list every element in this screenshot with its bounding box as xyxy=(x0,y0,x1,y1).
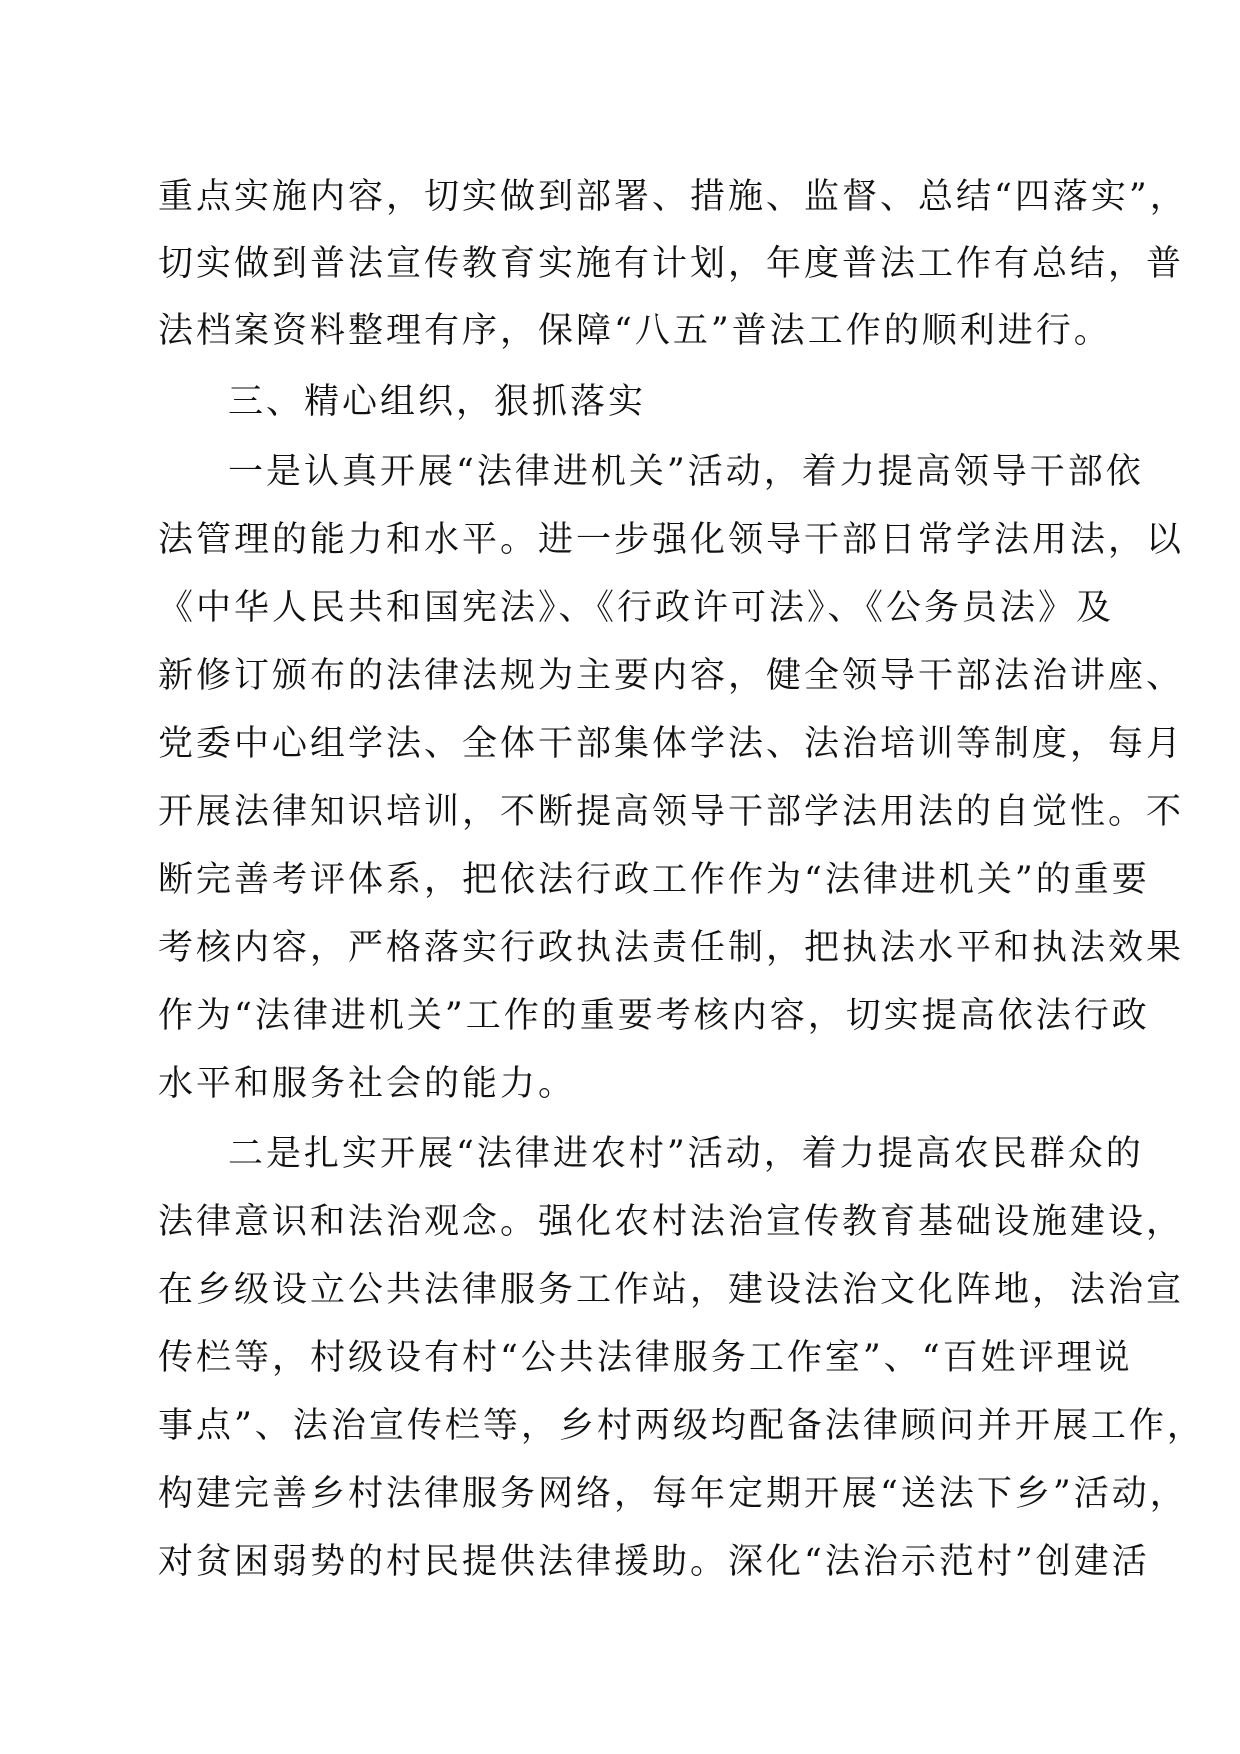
text-line: 在乡级设立公共法律服务工作站，建设法治文化阵地，法治宣 xyxy=(158,1270,1185,1310)
text-line: 作为“法律进机关”工作的重要考核内容，切实提高依法行政 xyxy=(158,996,1150,1036)
text-line: 水平和服务社会的能力。 xyxy=(158,1064,577,1104)
paragraph-first-line: 一是认真开展“法律进机关”活动，着力提高领导干部依 xyxy=(228,452,1144,492)
text-line: 开展法律知识培训，不断提高领导干部学法用法的自觉性。不 xyxy=(158,792,1185,832)
text-line: 新修订颁布的法律法规为主要内容，健全领导干部法治讲座、 xyxy=(158,656,1185,696)
text-line: 构建完善乡村法律服务网络，每年定期开展“送法下乡”活动， xyxy=(158,1474,1188,1514)
text-line: 法档案资料整理有序，保障“八五”普法工作的顺利进行。 xyxy=(158,311,1112,351)
text-line: 切实做到普法宣传教育实施有计划，年度普法工作有总结，普 xyxy=(158,244,1185,284)
text-line: 法律意识和法治观念。强化农村法治宣传教育基础设施建设， xyxy=(158,1202,1185,1242)
text-line: 《中华人民共和国宪法》、《行政许可法》、《公务员法》及 xyxy=(158,588,1115,628)
section-heading: 三、精心组织，狠抓落实 xyxy=(228,382,647,422)
text-line: 重点实施内容，切实做到部署、措施、监督、总结“四落实”， xyxy=(158,177,1188,217)
text-line: 传栏等，村级设有村“公共法律服务工作室”、“百姓评理说 xyxy=(158,1338,1133,1378)
paragraph-first-line: 二是扎实开展“法律进农村”活动，着力提高农民群众的 xyxy=(228,1134,1144,1174)
text-line: 事点”、法治宣传栏等，乡村两级均配备法律顾问并开展工作， xyxy=(158,1406,1205,1446)
text-line: 对贫困弱势的村民提供法律援助。深化“法治示范村”创建活 xyxy=(158,1542,1150,1582)
text-line: 考核内容，严格落实行政执法责任制，把执法水平和执法效果 xyxy=(158,928,1185,968)
text-line: 法管理的能力和水平。进一步强化领导干部日常学法用法，以 xyxy=(158,520,1185,560)
text-line: 断完善考评体系，把依法行政工作作为“法律进机关”的重要 xyxy=(158,860,1150,900)
text-line: 党委中心组学法、全体干部集体学法、法治培训等制度，每月 xyxy=(158,724,1185,764)
